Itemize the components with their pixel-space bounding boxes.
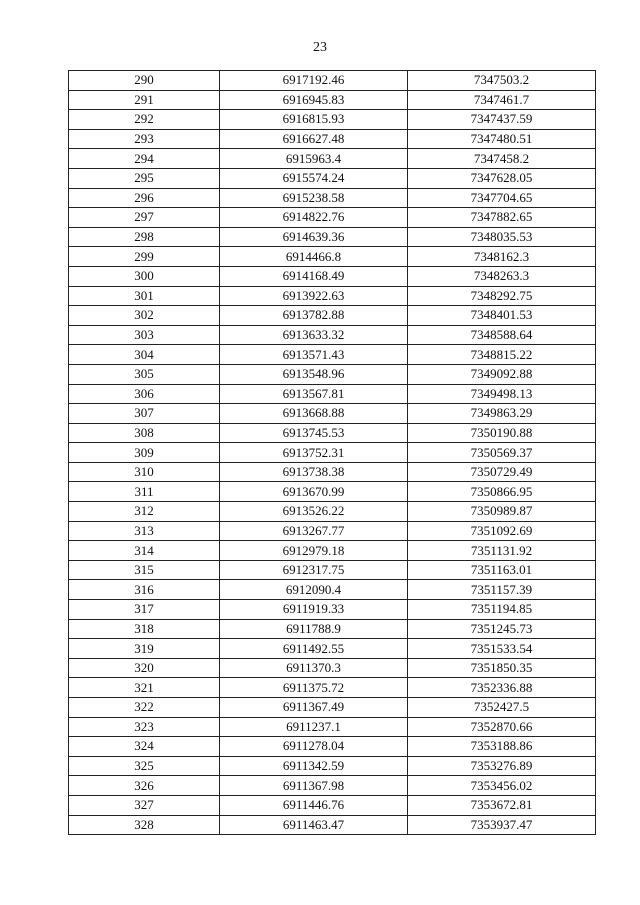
y-coordinate-cell: 7351194.85 [408,600,596,620]
x-coordinate-cell: 6913782.88 [220,306,408,326]
y-coordinate-cell: 7353937.47 [408,815,596,835]
x-coordinate-cell: 6913738.38 [220,462,408,482]
y-coordinate-cell: 7352870.66 [408,717,596,737]
table-row [69,502,596,522]
y-coordinate-cell: 7348401.53 [408,306,596,326]
point-number-cell: 293 [69,129,220,149]
y-coordinate-cell: 7347461.7 [408,90,596,110]
table-row [69,795,596,815]
y-coordinate-cell: 7348292.75 [408,286,596,306]
y-coordinate-cell: 7352427.5 [408,698,596,718]
table-row [69,756,596,776]
point-number-cell: 290 [69,71,220,91]
x-coordinate-cell: 6913548.96 [220,364,408,384]
point-number-cell: 312 [69,502,220,522]
x-coordinate-cell: 6912090.4 [220,580,408,600]
x-coordinate-cell: 6911446.76 [220,795,408,815]
y-coordinate-cell: 7349863.29 [408,404,596,424]
x-coordinate-cell: 6913567.81 [220,384,408,404]
table-row [69,600,596,620]
table-row [69,462,596,482]
point-number-cell: 294 [69,149,220,169]
point-number-cell: 321 [69,678,220,698]
x-coordinate-cell: 6914822.76 [220,208,408,228]
x-coordinate-cell: 6913633.32 [220,325,408,345]
table-row [69,560,596,580]
x-coordinate-cell: 6911919.33 [220,600,408,620]
x-coordinate-cell: 6916627.48 [220,129,408,149]
table-row [69,306,596,326]
point-number-cell: 325 [69,756,220,776]
table-row [69,423,596,443]
y-coordinate-cell: 7347882.65 [408,208,596,228]
table-row [69,737,596,757]
point-number-cell: 316 [69,580,220,600]
x-coordinate-cell: 6914466.8 [220,247,408,267]
point-number-cell: 291 [69,90,220,110]
x-coordinate-cell: 6911463.47 [220,815,408,835]
y-coordinate-cell: 7351157.39 [408,580,596,600]
point-number-cell: 299 [69,247,220,267]
y-coordinate-cell: 7348162.3 [408,247,596,267]
point-number-cell: 300 [69,266,220,286]
table-row [69,717,596,737]
y-coordinate-cell: 7348035.53 [408,227,596,247]
table-row [69,345,596,365]
point-number-cell: 292 [69,110,220,130]
y-coordinate-cell: 7347437.59 [408,110,596,130]
table-row [69,266,596,286]
point-number-cell: 324 [69,737,220,757]
x-coordinate-cell: 6913571.43 [220,345,408,365]
table-row [69,443,596,463]
point-number-cell: 304 [69,345,220,365]
point-number-cell: 327 [69,795,220,815]
point-number-cell: 326 [69,776,220,796]
x-coordinate-cell: 6911367.49 [220,698,408,718]
point-number-cell: 311 [69,482,220,502]
x-coordinate-cell: 6913745.53 [220,423,408,443]
x-coordinate-cell: 6914168.49 [220,266,408,286]
y-coordinate-cell: 7347458.2 [408,149,596,169]
y-coordinate-cell: 7349092.88 [408,364,596,384]
table-row [69,815,596,835]
x-coordinate-cell: 6915963.4 [220,149,408,169]
point-number-cell: 301 [69,286,220,306]
page-number: 23 [313,40,327,55]
x-coordinate-cell: 6911370.3 [220,658,408,678]
coordinates-table-body [69,71,596,835]
x-coordinate-cell: 6913752.31 [220,443,408,463]
point-number-cell: 310 [69,462,220,482]
table-row [69,482,596,502]
table-row [69,168,596,188]
table-row [69,521,596,541]
table-row [69,384,596,404]
x-coordinate-cell: 6913267.77 [220,521,408,541]
table-row [69,149,596,169]
point-number-cell: 313 [69,521,220,541]
point-number-cell: 295 [69,168,220,188]
y-coordinate-cell: 7353276.89 [408,756,596,776]
x-coordinate-cell: 6913922.63 [220,286,408,306]
point-number-cell: 303 [69,325,220,345]
y-coordinate-cell: 7347628.05 [408,168,596,188]
point-number-cell: 302 [69,306,220,326]
y-coordinate-cell: 7350190.88 [408,423,596,443]
x-coordinate-cell: 6913526.22 [220,502,408,522]
point-number-cell: 320 [69,658,220,678]
y-coordinate-cell: 7350866.95 [408,482,596,502]
x-coordinate-cell: 6914639.36 [220,227,408,247]
y-coordinate-cell: 7349498.13 [408,384,596,404]
table-row [69,286,596,306]
y-coordinate-cell: 7350989.87 [408,502,596,522]
y-coordinate-cell: 7351245.73 [408,619,596,639]
point-number-cell: 318 [69,619,220,639]
table-row [69,619,596,639]
table-row [69,227,596,247]
point-number-cell: 319 [69,639,220,659]
y-coordinate-cell: 7347503.2 [408,71,596,91]
table-row [69,639,596,659]
x-coordinate-cell: 6911237.1 [220,717,408,737]
table-row [69,129,596,149]
table-row [69,658,596,678]
table-row [69,188,596,208]
table-row [69,247,596,267]
x-coordinate-cell: 6911492.55 [220,639,408,659]
point-number-cell: 308 [69,423,220,443]
x-coordinate-cell: 6911278.04 [220,737,408,757]
point-number-cell: 315 [69,560,220,580]
x-coordinate-cell: 6911788.9 [220,619,408,639]
x-coordinate-cell: 6917192.46 [220,71,408,91]
point-number-cell: 328 [69,815,220,835]
y-coordinate-cell: 7351850.35 [408,658,596,678]
y-coordinate-cell: 7348263.3 [408,266,596,286]
table-row [69,541,596,561]
x-coordinate-cell: 6911367.98 [220,776,408,796]
point-number-cell: 297 [69,208,220,228]
table-row [69,364,596,384]
table-row [69,678,596,698]
coordinates-table [68,70,596,835]
y-coordinate-cell: 7351092.69 [408,521,596,541]
point-number-cell: 322 [69,698,220,718]
table-row [69,404,596,424]
point-number-cell: 323 [69,717,220,737]
table-row [69,698,596,718]
y-coordinate-cell: 7353672.81 [408,795,596,815]
x-coordinate-cell: 6912979.18 [220,541,408,561]
y-coordinate-cell: 7352336.88 [408,678,596,698]
table-row [69,325,596,345]
table-row [69,580,596,600]
y-coordinate-cell: 7348815.22 [408,345,596,365]
y-coordinate-cell: 7351131.92 [408,541,596,561]
y-coordinate-cell: 7350729.49 [408,462,596,482]
point-number-cell: 309 [69,443,220,463]
point-number-cell: 298 [69,227,220,247]
point-number-cell: 306 [69,384,220,404]
point-number-cell: 296 [69,188,220,208]
table-row [69,71,596,91]
y-coordinate-cell: 7347480.51 [408,129,596,149]
table-row [69,90,596,110]
x-coordinate-cell: 6916815.93 [220,110,408,130]
table-row [69,110,596,130]
x-coordinate-cell: 6913670.99 [220,482,408,502]
x-coordinate-cell: 6915238.58 [220,188,408,208]
x-coordinate-cell: 6911375.72 [220,678,408,698]
point-number-cell: 317 [69,600,220,620]
table-row [69,776,596,796]
y-coordinate-cell: 7347704.65 [408,188,596,208]
y-coordinate-cell: 7351163.01 [408,560,596,580]
table-row [69,208,596,228]
y-coordinate-cell: 7353456.02 [408,776,596,796]
y-coordinate-cell: 7351533.54 [408,639,596,659]
y-coordinate-cell: 7353188.86 [408,737,596,757]
x-coordinate-cell: 6911342.59 [220,756,408,776]
point-number-cell: 305 [69,364,220,384]
point-number-cell: 314 [69,541,220,561]
x-coordinate-cell: 6916945.83 [220,90,408,110]
x-coordinate-cell: 6915574.24 [220,168,408,188]
x-coordinate-cell: 6913668.88 [220,404,408,424]
x-coordinate-cell: 6912317.75 [220,560,408,580]
y-coordinate-cell: 7348588.64 [408,325,596,345]
y-coordinate-cell: 7350569.37 [408,443,596,463]
point-number-cell: 307 [69,404,220,424]
